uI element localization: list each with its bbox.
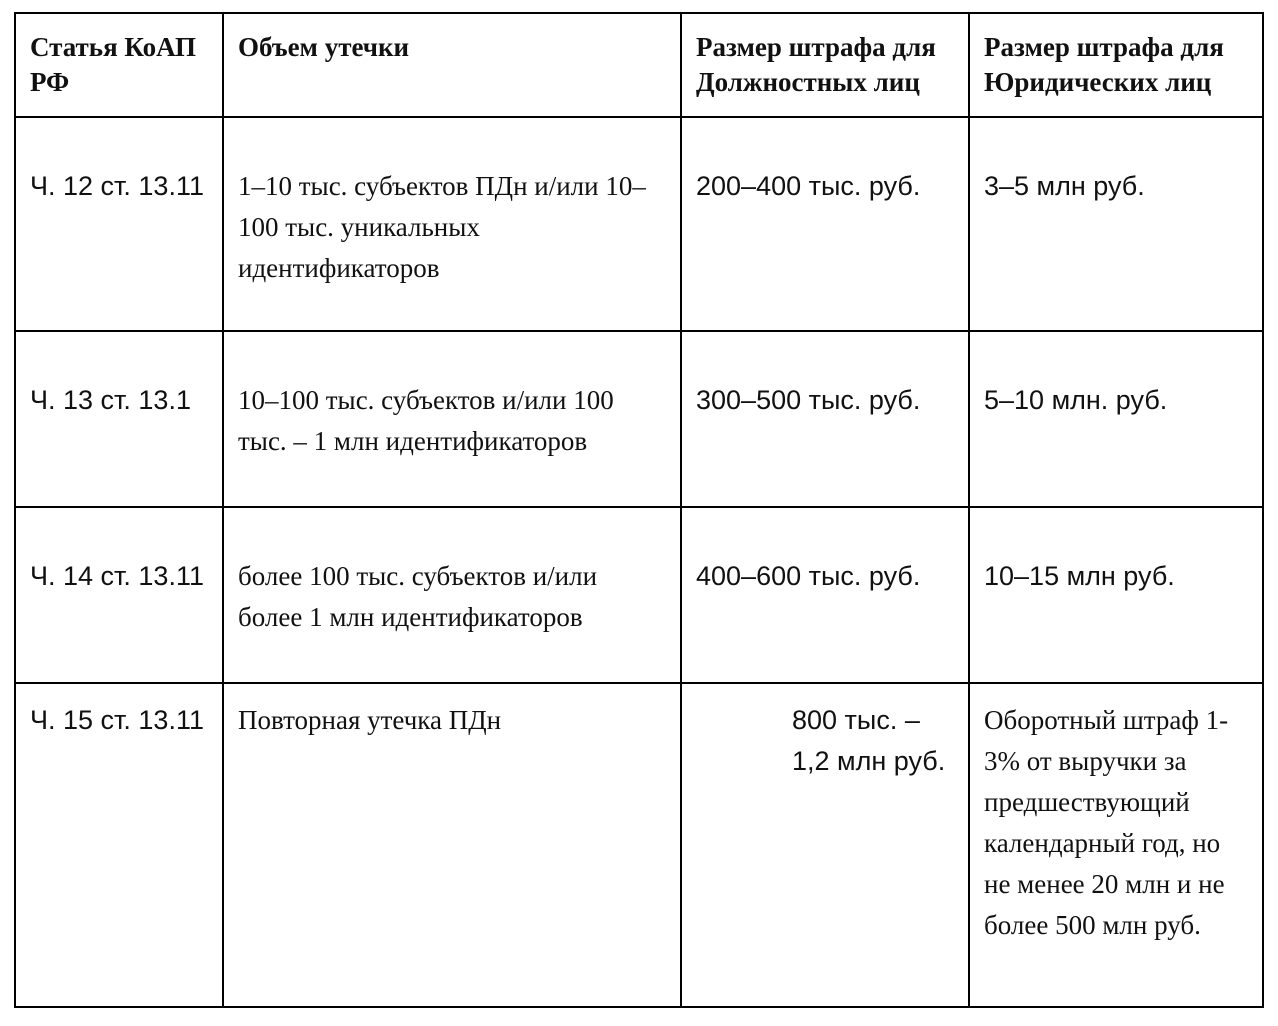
header-legal-fine: Размер штрафа для Юридических лиц <box>969 13 1263 117</box>
cell-article: Ч. 14 ст. 13.11 <box>15 507 223 683</box>
cell-volume: 1–10 тыс. субъектов ПДн и/или 10–100 тыс. уникальных идентификаторов <box>223 117 681 331</box>
cell-officials-fine: 200–400 тыс. руб. <box>681 117 969 331</box>
cell-officials-fine: 800 тыс. – 1,2 млн руб. <box>681 683 969 1007</box>
cell-legal-fine: 3–5 млн руб. <box>969 117 1263 331</box>
header-volume: Объем утечки <box>223 13 681 117</box>
cell-article: Ч. 15 ст. 13.11 <box>15 683 223 1007</box>
cell-legal-fine: Оборотный штраф 1-3% от выручки за предшествующий календарный год, но не менее 20 млн и не более 500 млн руб. <box>969 683 1263 1007</box>
cell-volume: более 100 тыс. субъектов и/или более 1 млн идентификаторов <box>223 507 681 683</box>
cell-officials-fine: 300–500 тыс. руб. <box>681 331 969 507</box>
cell-legal-fine: 10–15 млн руб. <box>969 507 1263 683</box>
cell-volume: Повторная утечка ПДн <box>223 683 681 1007</box>
cell-article: Ч. 13 ст. 13.1 <box>15 331 223 507</box>
table-row <box>15 507 1263 683</box>
cell-volume: 10–100 тыс. субъектов и/или 100 тыс. – 1 млн идентификаторов <box>223 331 681 507</box>
table-row <box>15 331 1263 507</box>
header-article: Статья КоАП РФ <box>15 13 223 117</box>
header-officials-fine: Размер штрафа для Должностных лиц <box>681 13 969 117</box>
cell-legal-fine: 5–10 млн. руб. <box>969 331 1263 507</box>
cell-officials-fine: 400–600 тыс. руб. <box>681 507 969 683</box>
cell-article: Ч. 12 ст. 13.11 <box>15 117 223 331</box>
table-header-row <box>15 13 1263 117</box>
table-row <box>15 117 1263 331</box>
fines-table <box>14 12 1264 1008</box>
table-row <box>15 683 1263 1007</box>
